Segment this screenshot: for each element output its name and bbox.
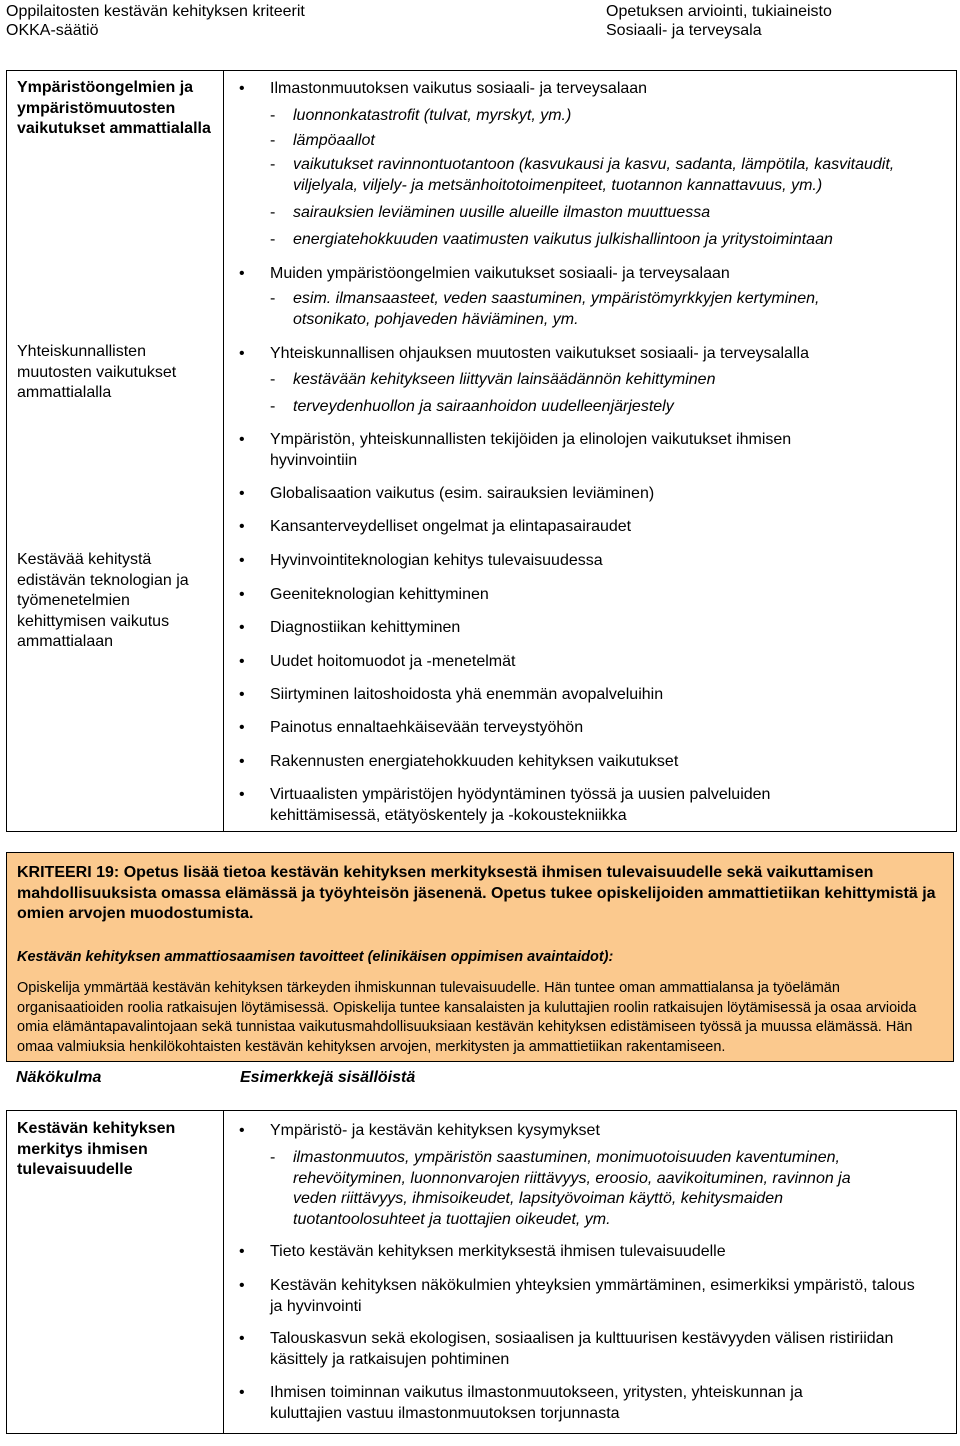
bullet-icon: •: [239, 1330, 245, 1347]
header-criteria-title: Oppilaitosten kestävän kehityksen kriteerit: [6, 3, 305, 20]
goals-text: Opiskelija ymmärtää kestävän kehityksen tärkeyden ihmiskunnan tulevaisuudelle. Hän tuntee oman ammattialansa ja työelämän organisaatioiden roolia ratkaisujen löytämisessä. Opiskelija tuntee kansalaisten ja kuluttajien roolin ratkaisujen löytämisessä ja osaa arvioida omia elämäntapavalintojaan sekä tunnistaa vaikutusmahdollisuuksiaan kestävän kehityksen edistämiseen työssä ja muussa elämässä. Hän omaa valmiuksia henkilökohtaisten kestävän kehityksen arvojen, merkitysten ja ammattietiikan rakentamiseen.: [17, 980, 917, 1055]
label-society: Yhteiskunnallisten muutosten vaikutukset ammattialalla: [17, 343, 177, 401]
impacts-label-column: [7, 71, 224, 832]
list-item: Yhteiskunnallisen ohjauksen muutosten vaikutukset sosiaali- ja terveysalalla: [270, 345, 809, 362]
list-item: Tieto kestävän kehityksen merkityksestä ihmisen tulevaisuudelle: [270, 1243, 726, 1260]
sub-list-item: - ilmastonmuutos, ympäristön saastuminen, monimuotoisuuden kaventuminen, rehevöityminen, luonnonvarojen riittävyys, eroosio, aavikoituminen, ravinnon ja veden riittävyys, ihmisoikeudet, lapsityövoiman käyttö, kehitysmaiden tuotantoolosuhteet ja tuottajien oikeudet, ym.: [270, 1149, 851, 1228]
sub-list-item: - terveydenhuollon ja sairaanhoidon uudelleenjärjestely: [270, 398, 674, 415]
list-item: Muiden ympäristöongelmien vaikutukset sosiaali- ja terveysalaan: [270, 265, 730, 282]
bullet-icon: •: [239, 653, 245, 670]
criterion-title: KRITEERI 19: Opetus lisää tietoa kestävän kehityksen merkityksestä ihmisen tulevaisuudelle sekä vaikuttamisen mahdollisuuksista omassa elämässä ja työyhteisön jäsenenä. Opetus tukee opiskelijoiden ammattietiikan kehittymistä ja omien arvojen muodostumista.: [17, 864, 936, 922]
list-item: Kestävän kehityksen näkökulmien yhteyksien ymmärtäminen, esimerkiksi ympäristö, talous ja hyvinvointi: [270, 1277, 915, 1315]
sub-list-item: - sairauksien leviäminen uusille alueille ilmaston muuttuessa: [270, 204, 711, 221]
list-item: Globalisaation vaikutus (esim. sairauksien leviäminen): [270, 485, 655, 502]
list-item: Rakennusten energiatehokkuuden kehityksen vaikutukset: [270, 753, 679, 770]
header-organization: OKKA-säätiö: [6, 22, 99, 39]
list-item: Ympäristö- ja kestävän kehityksen kysymykset: [270, 1122, 600, 1139]
contents-content-column: [224, 1111, 957, 1434]
sub-list-item: - lämpöaallot: [270, 132, 375, 149]
bullet-icon: •: [239, 485, 245, 502]
bullet-icon: •: [239, 80, 245, 97]
bullet-icon: •: [239, 719, 245, 736]
impacts-table: [6, 70, 957, 832]
list-item: Diagnostiikan kehittyminen: [270, 619, 461, 636]
contents-table: [6, 1110, 957, 1434]
list-item: Kansanterveydelliset ongelmat ja elintapasairaudet: [270, 518, 632, 535]
sub-list-item: - vaikutukset ravinnontuotantoon (kasvukausi ja kasvu, sadanta, lämpötila, kasvitaudit, viljelyala, viljely- ja metsänhoitotoimenpiteet, tuotannon kannattavuus, ym.): [270, 156, 895, 194]
sub-list-item: - energiatehokkuuden vaatimusten vaikutus julkishallintoon ja yritystoimintaan: [270, 231, 833, 248]
label-environment: Ympäristöongelmien ja ympäristömuutosten vaikutukset ammattialalla: [17, 79, 211, 137]
bullet-icon: •: [239, 552, 245, 569]
list-item: Uudet hoitomuodot ja -menetelmät: [270, 653, 516, 670]
list-item: Ihmisen toiminnan vaikutus ilmastonmuutokseen, yritysten, yhteiskunnan ja kuluttajien vastuu ilmastonmuutoksen torjunnasta: [270, 1384, 803, 1422]
bullet-icon: •: [239, 1277, 245, 1294]
list-item: Talouskasvun sekä ekologisen, sosiaalisen ja kulttuurisen kestävyyden välisen ristiriidan käsittely ja ratkaisujen pohtiminen: [270, 1330, 894, 1368]
bullet-icon: •: [239, 518, 245, 535]
contents-label-column: [7, 1111, 224, 1434]
header-document-type: Opetuksen arviointi, tukiaineisto: [606, 3, 832, 20]
label-technology: Kestävää kehitystä edistävän teknologian ja työmenetelmien kehittymisen vaikutus ammattialaan: [17, 551, 189, 650]
list-item: Geeniteknologian kehittyminen: [270, 586, 489, 603]
bullet-icon: •: [239, 586, 245, 603]
column-header-perspective: Näkökulma: [16, 1069, 102, 1086]
sub-list-item: - esim. ilmansaasteet, veden saastuminen, ympäristömyrkkyjen kertyminen, otsonikato, pohjaveden häviäminen, ym.: [270, 290, 820, 328]
bullet-icon: •: [239, 686, 245, 703]
criterion-box: [6, 852, 954, 1062]
bullet-icon: •: [239, 753, 245, 770]
list-item: Siirtyminen laitoshoidosta yhä enemmän avopalveluihin: [270, 686, 664, 703]
bullet-icon: •: [239, 431, 245, 448]
sub-list-item: - kestävään kehitykseen liittyvän lainsäädännön kehittyminen: [270, 371, 716, 388]
bullet-icon: •: [239, 1122, 245, 1139]
bullet-icon: •: [239, 619, 245, 636]
bullet-icon: •: [239, 345, 245, 362]
list-item: Ympäristön, yhteiskunnallisten tekijöiden ja elinolojen vaikutukset ihmisen hyvinvointiin: [270, 431, 792, 469]
header-field: Sosiaali- ja terveysala: [606, 22, 762, 39]
label-significance: Kestävän kehityksen merkitys ihmisen tulevaisuudelle: [17, 1120, 176, 1178]
list-item: Hyvinvointiteknologian kehitys tulevaisuudessa: [270, 552, 603, 569]
bullet-icon: •: [239, 1384, 245, 1401]
page-header: [0, 0, 960, 46]
list-item: Virtuaalisten ympäristöjen hyödyntäminen työssä ja uusien palveluiden kehittämisessä, etätyöskentely ja -kokoustekniikka: [270, 786, 771, 824]
bullet-icon: •: [239, 1243, 245, 1260]
list-item: Painotus ennaltaehkäisevään terveystyöhön: [270, 719, 584, 736]
sub-list-item: - luonnonkatastrofit (tulvat, myrskyt, ym.): [270, 107, 572, 124]
list-item: Ilmastonmuutoksen vaikutus sosiaali- ja terveysalaan: [270, 80, 648, 97]
column-header-examples: Esimerkkejä sisällöistä: [240, 1069, 416, 1086]
goals-heading: Kestävän kehityksen ammattiosaamisen tavoitteet (elinikäisen oppimisen avaintaidot):: [17, 949, 614, 965]
impacts-content-column: [224, 71, 957, 832]
bullet-icon: •: [239, 265, 245, 282]
bullet-icon: •: [239, 786, 245, 803]
